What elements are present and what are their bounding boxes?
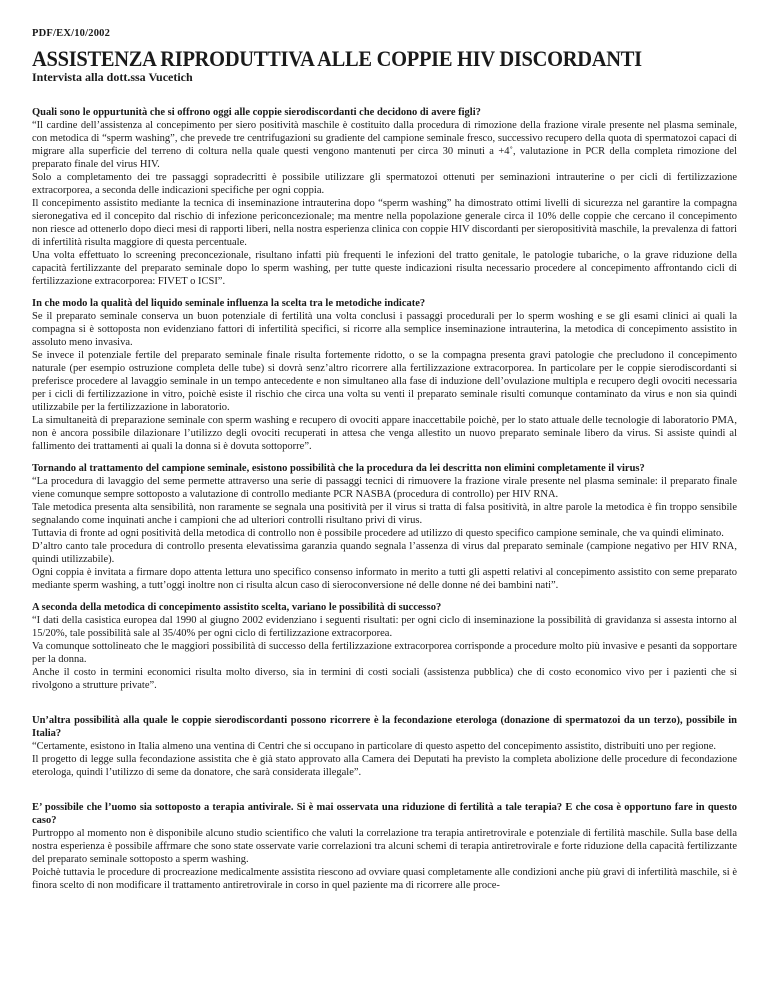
answer-paragraph: Una volta effettuato lo screening preconcezionale, risultano infatti più frequenti le infezioni del tratto genitale, le patologie tubariche, o la grave riduzione della capacità fertilizzante del preparato seminale dopo lo sperm washing, per tutte queste indicazioni risulta necessario procedere al concepimento affrontando cicli di fertilizzazione extracorporea: FIVET o ICSI”. [32, 250, 737, 287]
answer-paragraph: “I dati della casistica europea dal 1990 al giugno 2002 evidenziano i seguenti risultati: per ogni ciclo di inseminazione la possibilità di gravidanza si assesta intorno al 15/20%, tale possibilità sale al 35/40% per ogni ciclo di fertilizzazione extracorporea. [32, 615, 737, 639]
article-subtitle: Intervista alla dott.ssa Vucetich [32, 70, 193, 84]
answer-paragraph: “La procedura di lavaggio del seme permette attraverso una serie di passaggi tecnici di rimuovere la frazione virale presente nel plasma seminale: il preparato finale viene comunque sempre sottoposto a valutazione di controllo mediante PCR NASBA (procedura di controllo) per HIV RNA. [32, 476, 737, 500]
qa-section [32, 106, 737, 288]
answer-paragraph: Tuttavia di fronte ad ogni positività della metodica di controllo non è possibile procedere ad utilizzo di questo specifico campione seminale, che va quindi eliminato. [32, 528, 724, 539]
answer-paragraph: Il concepimento assistito mediante la tecnica di inseminazione intrauterina dopo “sperm washing” ha dimostrato ottimi livelli di sicurezza nel garantire la compagna sieronegativa ed il concepito dal rischio di infezione periconcezionale; ma mentre nella popolazione generale circa il 10% delle coppie che cercano il concepimento non riesce ad ottenerlo dopo dieci mesi di rapporti liberi, nella nostra esperienza clinica con coppie HIV discordanti per sieropositività maschile, la prevalenza di fattori di infertilità risulta maggiore di questa percentuale. [32, 198, 737, 248]
answer-paragraph: Se invece il potenziale fertile del preparato seminale finale risulta fortemente ridotto, o se la compagna presenta gravi patologie che precludono il concepimento naturale (per esempio ostruzione completa delle tube) si dovrà senz’altro ricorrere alla fertilizzazione extracorporea. In particolare per le coppie sierodiscordanti si preferisce procedere al lavaggio seminale in un tempo antecedente e non simultaneo alla fase di induzione dell’ovulazione multipla e recupero degli ovociti necessaria per i cicli di fertilizzazione in vitro, poichè esiste il rischio che circa una volta su venti il preparato seminale risulti comunque contaminato da virus e non sia quindi utilizzabile per la fertilizzazione in laboratorio. [32, 350, 737, 413]
qa-section [32, 462, 737, 592]
qa-section [32, 801, 737, 892]
article-title: ASSISTENZA RIPRODUTTIVA ALLE COPPIE HIV DISCORDANTI [32, 46, 642, 71]
answer-paragraph: D’altro canto tale procedura di controllo presenta elevatissima garanzia quando segnala l’assenza di virus dal preparato seminale (campione negativo per HIV RNA, quindi utilizzabile). [32, 541, 737, 565]
answer-paragraph: “Il cardine dell’assistenza al concepimento per siero positività maschile è costituito dalla procedura di rimozione della frazione virale presente nel plasma seminale, con metodica di “sperm washing”, che prevede tre centrifugazioni su gradiente del campione seminale fresco, successivo recupero della quota di spermatozoi capaci di migrare alla superficie del terreno di coltura nella quale questi vengono mantenuti per circa 30 minuti a +4˚, valutazione in PCR della completa rimozione del preparato finale del virus HIV. [32, 120, 737, 170]
interview-question: Un’altra possibilità alla quale le coppie sierodiscordanti possono ricorrere è la fecondazione eterologa (donazione di spermatozoi da un terzo), possibile in Italia? [32, 715, 737, 739]
interview-question: E’ possibile che l’uomo sia sottoposto a terapia antivirale. Si è mai osservata una riduzione di fertilità a tale terapia? E che cosa è opportuno fare in questo caso? [32, 802, 737, 826]
answer-paragraph: Va comunque sottolineato che le maggiori possibilità di successo della fertilizzazione extracorporea corrisponde a procedure molto più invasive e pesanti da sopportare per la donna. [32, 641, 737, 665]
answer-paragraph: Solo a completamento dei tre passaggi sopradecritti è possibile utilizzare gli spermatozoi ottenuti per seminazioni intrauterine o per cicli di fertilizzazione extracorporea, a seconda delle indicazioni specifiche per ogni coppia. [32, 172, 737, 196]
answer-paragraph: Se il preparato seminale conserva un buon potenziale di fertilità una volta conclusi i passaggi procedurali per lo sperm woshing e se gli esami clinici ai quali la compagna si è sottoposta non evidenziano fattori di infertilità specifici, si ricorre alla semplice inseminazione intrauterina, la metodica di concepimento assistito in assoluto meno invasiva. [32, 311, 737, 348]
interview-body [32, 106, 737, 892]
interview-question: In che modo la qualità del liquido seminale influenza la scelta tra le metodiche indicate? [32, 298, 426, 309]
answer-paragraph: Poichè tuttavia le procedure di procreazione medicalmente assistita riescono ad ovviare quasi completamente alle condizioni anche più gravi di infertilità maschile, si è finora scelto di non modificare il trattamento antiretrovirale in corso in quel paziente ma di ricorrere alle proce- [32, 867, 737, 891]
interview-question: A seconda della metodica di concepimento assistito scelta, variano le possibilità di successo? [32, 602, 442, 613]
answer-paragraph: Anche il costo in termini economici risulta molto diverso, sia in termini di costi sociali (assistenza pubblica) che di costo economico vivo per i pazienti che si rivolgono a strutture private”. [32, 667, 737, 691]
answer-paragraph: La simultaneità di preparazione seminale con sperm washing e recupero di ovociti appare inaccettabile poichè, per lo stato attuale delle tecnologie di laboratorio PMA, non è ancora possibile dilazionare l’utilizzo degli ovociti recuperati in attesa che venga allestito un nuovo preparato seminale libero da virus. Si assiste quindi al fallimento dei trattamenti ai quali la donna si è dovuta sottoporre”. [32, 415, 737, 452]
qa-section [32, 714, 737, 779]
answer-paragraph: Tale metodica presenta alta sensibilità, non raramente se segnala una positività per il virus si tratta di falsa positività, in altre parole la metodica è fin troppo sensibile segnalando come inquinati anche i campioni che ad ulteriori controlli risultano privi di virus. [32, 502, 737, 526]
document-reference: PDF/EX/10/2002 [32, 28, 111, 39]
qa-section [32, 297, 737, 453]
interview-question: Tornando al trattamento del campione seminale, esistono possibilità che la procedura da lei descritta non elimini completamente il virus? [32, 463, 645, 474]
answer-paragraph: Purtroppo al momento non è disponibile alcuno studio scientifico che valuti la correlazione tra terapia antiretrovirale e potenziale di fertilità maschile. Sulla base della nostra esperienza è possibile affrmare che sono state osservate varie correlazioni tra alcuni schemi di terapia antiretrovirale e forte riduzione della capacità fertilizzante del preparato seminale sottoposto a sperm washing. [32, 828, 737, 865]
qa-section [32, 601, 737, 692]
interview-question: Quali sono le oppurtunità che si offrono oggi alle coppie sierodiscordanti che decidono di avere figli? [32, 107, 481, 118]
answer-paragraph: Ogni coppia è invitata a firmare dopo attenta lettura uno specifico consenso informato in merito a tutti gli aspetti relativi al concepimento assistito con seme preparato mediante sperm washing, a tutt’oggi inoltre non ci risulta alcun caso di sieroconversione né delle donne né dei bambini nati”. [32, 567, 737, 591]
answer-paragraph: Il progetto di legge sulla fecondazione assistita che è già stato approvato alla Camera dei Deputati ha previsto la completa abolizione delle procedure di fecondazione eterologa, quindi l’utilizzo di seme da donatore, che sarà considerata illegale”. [32, 754, 737, 778]
answer-paragraph: “Certamente, esistono in Italia almeno una ventina di Centri che si occupano in particolare di questo aspetto del concepimento assistito, distribuiti uno per regione. [32, 741, 717, 752]
